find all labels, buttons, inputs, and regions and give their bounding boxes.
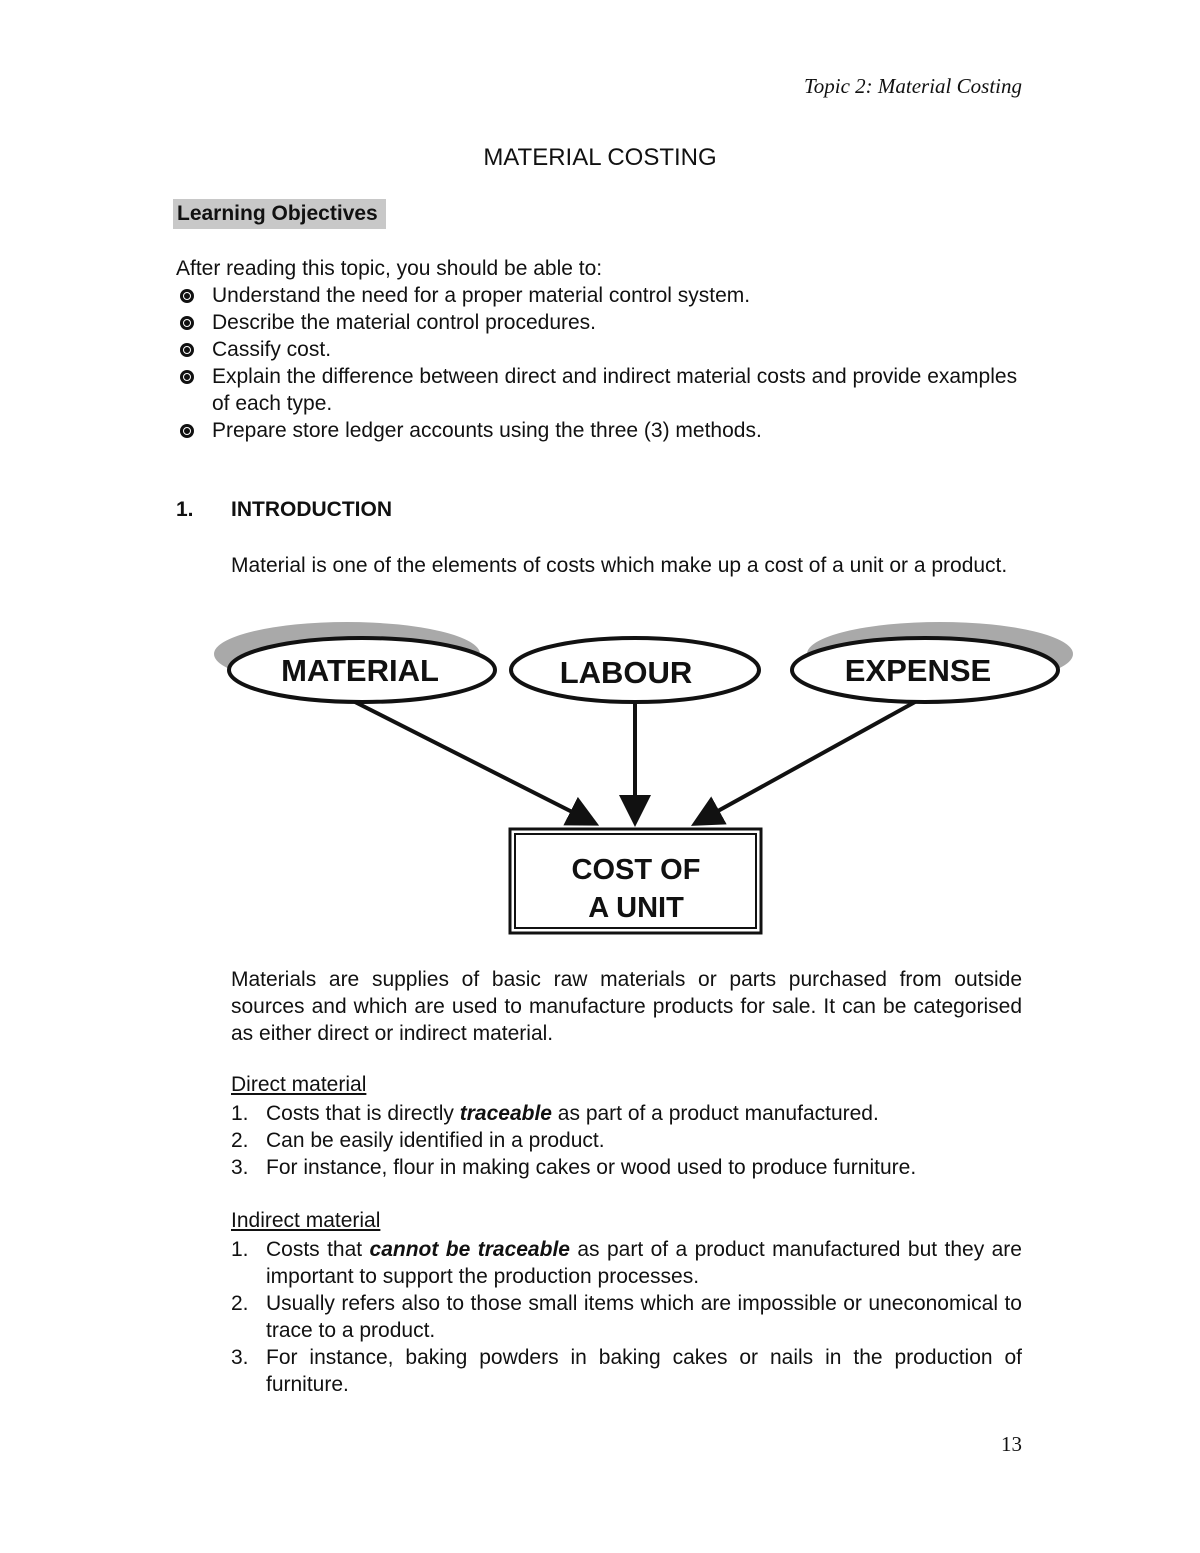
cost-elements-diagram bbox=[0, 600, 1200, 960]
list-item: 1. Costs that is directly traceable as part of a product manufactured. bbox=[231, 1102, 879, 1125]
materials-paragraph: Materials are supplies of basic raw materials or parts purchased from outside sources and which are used to manufacture products for sale. It can be categorised as either direct or indirect material. bbox=[231, 968, 1022, 1045]
list-item: 2. Usually refers also to those small items which are impossible or uneconomical to trace to a product. bbox=[231, 1292, 1022, 1342]
material-arrow bbox=[355, 702, 592, 822]
indirect-material-list bbox=[231, 1236, 1022, 1398]
objectives-list bbox=[176, 282, 1026, 444]
objective-item: Describe the material control procedures. bbox=[176, 309, 1026, 336]
objective-item: Understand the need for a proper material control system. bbox=[176, 282, 1026, 309]
page-title: MATERIAL COSTING bbox=[483, 144, 717, 171]
bullet-icon bbox=[180, 316, 194, 330]
running-header: Topic 2: Material Costing bbox=[804, 74, 1022, 98]
material-label: MATERIAL bbox=[281, 653, 439, 688]
direct-material-list bbox=[231, 1100, 1022, 1181]
objective-item: Prepare store ledger accounts using the three (3) methods. bbox=[176, 417, 1026, 444]
bullet-icon bbox=[180, 343, 194, 357]
indirect-material-heading: Indirect material bbox=[231, 1209, 381, 1232]
cost-box-line1: COST OF bbox=[571, 854, 701, 886]
expense-arrow bbox=[698, 702, 915, 822]
list-item: 3. For instance, baking powders in baking cakes or nails in the production of furniture. bbox=[231, 1346, 1022, 1396]
list-item: 1. Costs that cannot be traceable as part of a product manufactured but they are important to support the production processes. bbox=[231, 1238, 1022, 1288]
expense-label: EXPENSE bbox=[844, 653, 992, 688]
page-number: 13 bbox=[1001, 1432, 1022, 1456]
list-item: 2. Can be easily identified in a product. bbox=[231, 1129, 605, 1152]
section-number: 1. bbox=[176, 498, 194, 521]
cost-box-line2: A UNIT bbox=[588, 892, 684, 924]
bullet-icon bbox=[180, 289, 194, 303]
learning-objectives-label: Learning Objectives bbox=[173, 199, 386, 229]
labour-label: LABOUR bbox=[559, 655, 693, 690]
objective-item: Cassify cost. bbox=[176, 336, 1026, 363]
section-title: INTRODUCTION bbox=[231, 498, 392, 521]
bullet-icon bbox=[180, 370, 194, 384]
bullet-icon bbox=[180, 424, 194, 438]
intro-paragraph: Material is one of the elements of costs which make up a cost of a unit or a product. bbox=[231, 554, 1008, 577]
list-item: 3. For instance, flour in making cakes or wood used to produce furniture. bbox=[231, 1156, 917, 1179]
objective-item: Explain the difference between direct and indirect material costs and provide examples of each type. bbox=[176, 363, 1026, 417]
objectives-intro: After reading this topic, you should be able to: bbox=[176, 257, 603, 280]
direct-material-heading: Direct material bbox=[231, 1073, 367, 1096]
